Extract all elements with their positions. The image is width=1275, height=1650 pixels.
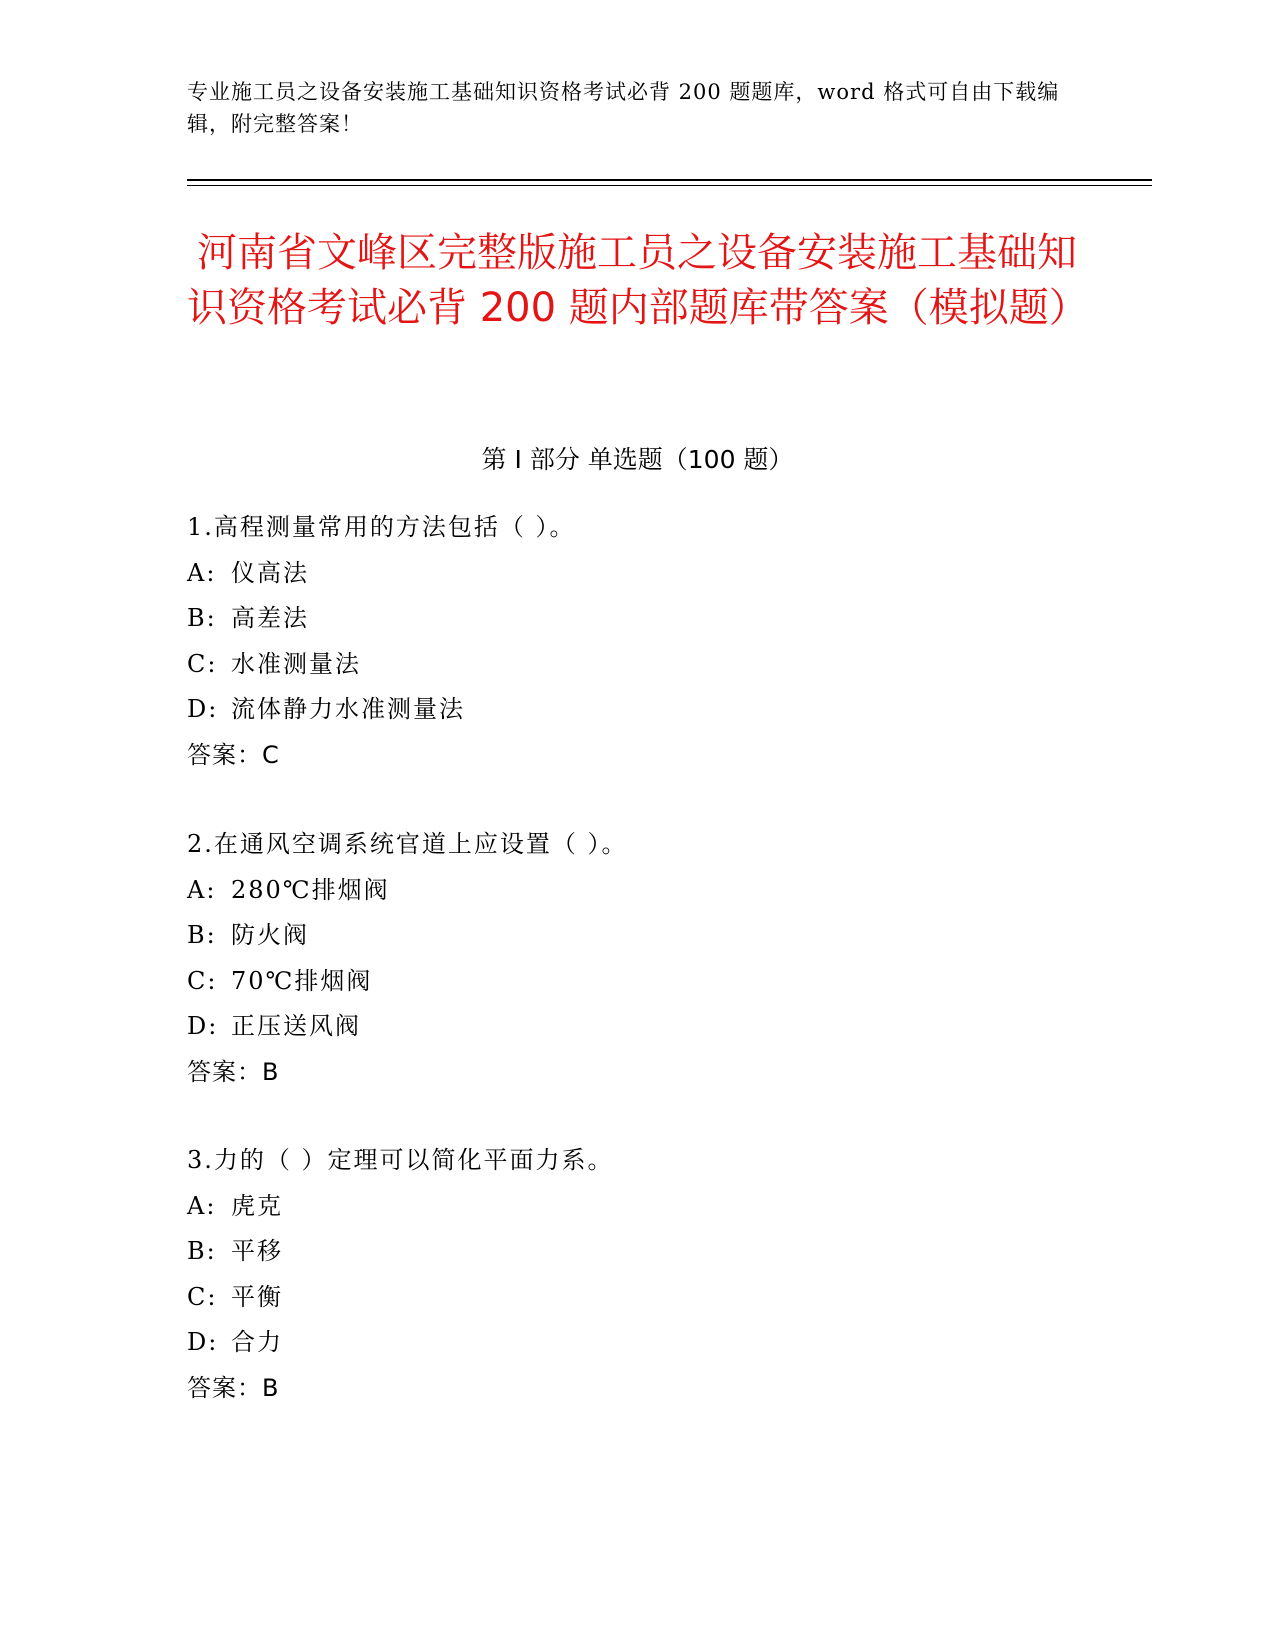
option-text: 70℃排烟阀 <box>231 966 373 995</box>
option-a <box>187 868 1087 914</box>
option-text: 平衡 <box>231 1282 283 1311</box>
option-c <box>187 642 1087 688</box>
option-b <box>187 913 1087 959</box>
option-b <box>187 596 1087 642</box>
header-divider-thin <box>187 185 1152 186</box>
option-key: B: <box>187 1237 217 1265</box>
option-text: 仪高法 <box>231 558 309 587</box>
document-title: 河南省文峰区完整版施工员之设备安装施工基础知识资格考试必背 200 题内部题库带答案（模拟题） <box>187 230 1089 331</box>
answer: 答案：B <box>187 1373 280 1402</box>
question-stem: 3.力的（ ）定理可以简化平面力系。 <box>187 1146 614 1174</box>
option-key: D: <box>187 1328 219 1356</box>
option-key: B: <box>187 921 217 949</box>
answer: 答案：C <box>187 740 280 769</box>
option-text: 平移 <box>231 1237 283 1265</box>
option-key: C: <box>187 1282 218 1311</box>
option-a <box>187 551 1087 597</box>
question-stem: 2.在通风空调系统官道上应设置（ ）。 <box>187 830 628 858</box>
option-key: C: <box>187 966 218 995</box>
option-d <box>187 687 1087 733</box>
option-text: 流体静力水准测量法 <box>231 695 465 723</box>
option-d <box>187 1004 1087 1050</box>
answer: 答案：B <box>187 1057 280 1086</box>
question-3 <box>187 1138 1087 1411</box>
option-text: 虎克 <box>231 1191 283 1220</box>
option-key: A: <box>187 1191 217 1220</box>
option-key: C: <box>187 649 218 678</box>
option-text: 防火阀 <box>231 921 309 949</box>
option-a <box>187 1184 1087 1230</box>
question-stem: 1.高程测量常用的方法包括（ ）。 <box>187 513 576 541</box>
option-c <box>187 1275 1087 1321</box>
option-text: 高差法 <box>231 604 309 632</box>
header-divider-thick <box>187 179 1152 181</box>
option-text: 水准测量法 <box>231 649 361 678</box>
option-key: B: <box>187 604 217 632</box>
option-text: 正压送风阀 <box>231 1012 361 1040</box>
option-d <box>187 1320 1087 1366</box>
option-b <box>187 1229 1087 1275</box>
option-c <box>187 959 1087 1005</box>
section-heading: 第 I 部分 单选题（100 题） <box>481 445 794 474</box>
question-1 <box>187 505 1087 778</box>
option-key: D: <box>187 1012 219 1040</box>
option-key: A: <box>187 875 217 904</box>
option-key: A: <box>187 558 217 587</box>
option-text: 合力 <box>231 1328 283 1356</box>
option-text: 280℃排烟阀 <box>231 875 390 904</box>
header-note: 专业施工员之设备安装施工基础知识资格考试必背 200 题题库，word 格式可自由下载编辑，附完整答案！ <box>187 80 1060 136</box>
question-2 <box>187 822 1087 1095</box>
option-key: D: <box>187 695 219 723</box>
